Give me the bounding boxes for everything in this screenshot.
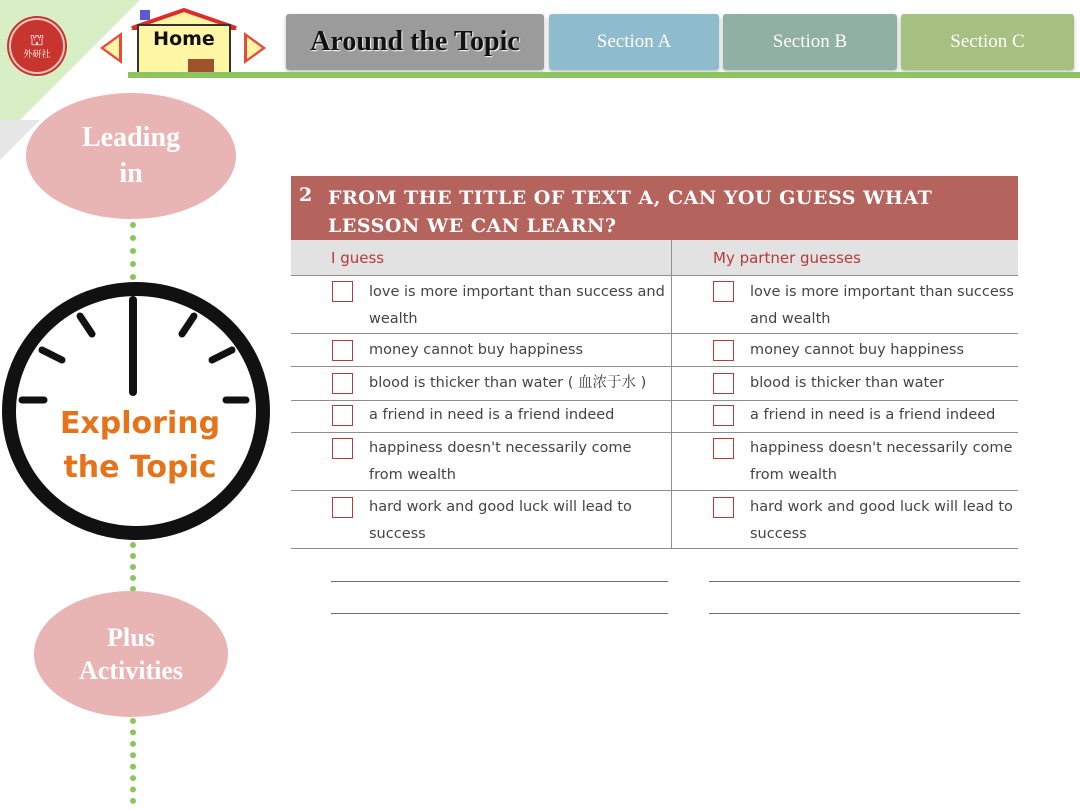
option-partner-6: hard work and good luck will lead to success — [750, 499, 1013, 542]
option-i-guess-4: a friend in need is a friend indeed — [369, 407, 615, 423]
nav-connector-top — [130, 222, 136, 280]
nav-connector-bottom — [130, 718, 136, 804]
exercise-question: FROM THE TITLE OF TEXT A, CAN YOU GUESS WHAT LESSON WE CAN LEARN? — [328, 187, 933, 237]
checkbox-partner-4[interactable] — [713, 405, 734, 426]
home-label: Home — [153, 28, 215, 50]
nav-leading-in[interactable] — [26, 93, 236, 219]
row-divider — [291, 333, 1018, 334]
nav-connector-middle — [130, 542, 136, 592]
publisher-logo — [9, 18, 65, 74]
column-header-partner-guesses: My partner guesses — [671, 240, 1018, 275]
tab-around-the-topic[interactable]: Around the Topic — [286, 14, 544, 70]
answer-line-i-guess-2[interactable] — [331, 613, 668, 614]
option-i-guess-6: hard work and good luck will lead to success — [369, 499, 632, 542]
row-divider — [291, 275, 1018, 276]
checkbox-partner-3[interactable] — [713, 373, 734, 394]
leading-in-line1: Leading — [81, 122, 181, 153]
answer-line-i-guess-1[interactable] — [331, 581, 668, 582]
option-partner-2: money cannot buy happiness — [750, 342, 965, 358]
row-divider — [291, 548, 1018, 549]
exercise-number: 2 — [299, 184, 313, 206]
exploring-line2: the Topic — [63, 450, 217, 485]
exploring-line1: Exploring — [59, 406, 221, 441]
previous-arrow-icon[interactable] — [100, 32, 122, 64]
checkbox-i-guess-5[interactable] — [332, 438, 353, 459]
leading-in-line2: in — [119, 158, 143, 189]
row-divider — [291, 400, 1018, 401]
row-divider — [291, 366, 1018, 367]
tab-section-a[interactable]: Section A — [549, 14, 719, 70]
checkbox-i-guess-1[interactable] — [332, 281, 353, 302]
exercise-header — [291, 176, 1018, 240]
nav-exploring-the-topic[interactable] — [0, 402, 280, 490]
chimney-icon — [140, 10, 150, 20]
option-i-guess-5: happiness doesn't necessarily come from wealth — [369, 440, 632, 483]
answer-line-partner-2[interactable] — [709, 613, 1020, 614]
next-arrow-icon[interactable] — [244, 32, 266, 64]
checkbox-i-guess-6[interactable] — [332, 497, 353, 518]
checkbox-i-guess-3[interactable] — [332, 373, 353, 394]
option-partner-3: blood is thicker than water — [750, 375, 945, 391]
plus-activities-line1: Plus — [107, 623, 155, 652]
option-partner-1: love is more important than success and wealth — [750, 284, 1014, 327]
checkbox-partner-6[interactable] — [713, 497, 734, 518]
checkbox-partner-2[interactable] — [713, 340, 734, 361]
option-partner-5: happiness doesn't necessarily come from wealth — [750, 440, 1013, 483]
row-divider — [291, 432, 1018, 433]
logo-emblem-icon: ⛫ — [29, 30, 45, 49]
answer-line-partner-1[interactable] — [709, 581, 1020, 582]
column-header-i-guess: I guess — [291, 240, 671, 275]
checkbox-partner-1[interactable] — [713, 281, 734, 302]
tab-section-c[interactable]: Section C — [901, 14, 1074, 70]
row-divider — [291, 490, 1018, 491]
checkbox-partner-5[interactable] — [713, 438, 734, 459]
checkbox-i-guess-2[interactable] — [332, 340, 353, 361]
option-i-guess-3: blood is thicker than water ( 血浓于水 ) — [369, 375, 647, 391]
home-button[interactable] — [128, 8, 240, 74]
header-divider — [128, 72, 1080, 78]
nav-plus-activities[interactable] — [34, 591, 228, 717]
checkbox-i-guess-4[interactable] — [332, 405, 353, 426]
option-partner-4: a friend in need is a friend indeed — [750, 407, 996, 423]
option-i-guess-1: love is more important than success and wealth — [369, 284, 665, 327]
tab-section-b[interactable]: Section B — [723, 14, 897, 70]
logo-text: 外研社 — [23, 50, 51, 60]
column-divider — [671, 240, 672, 549]
plus-activities-line2: Activities — [79, 656, 183, 685]
option-i-guess-2: money cannot buy happiness — [369, 342, 584, 358]
